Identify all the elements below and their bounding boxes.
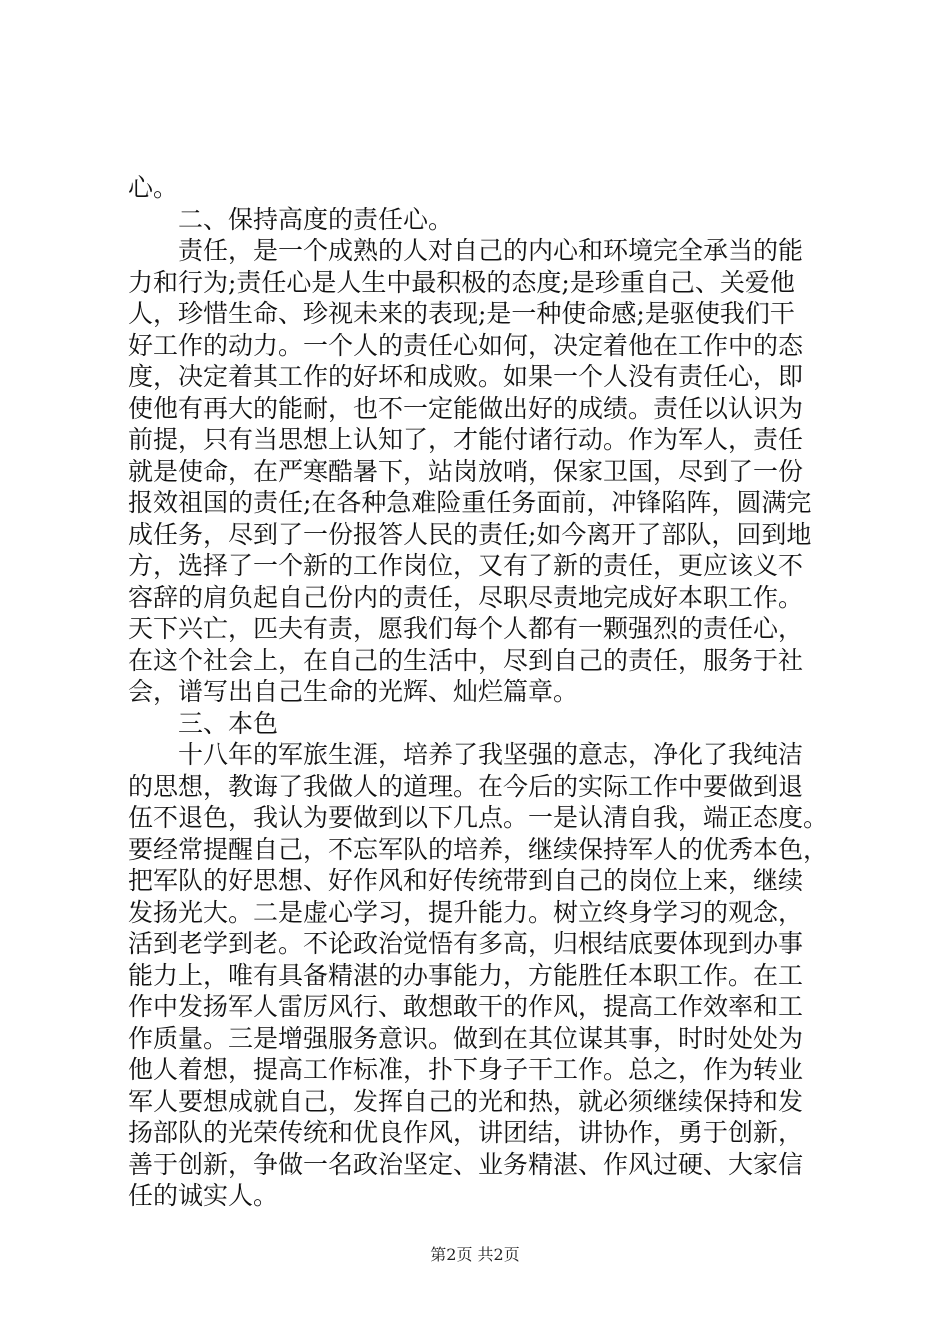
text-line: 在这个社会上，在自己的生活中，尽到自己的责任，服务于社 <box>128 645 804 675</box>
text-line: 责任，是一个成熟的人对自己的内心和环境完全承当的能 <box>178 236 804 265</box>
text-line: 天下兴亡，匹夫有责，愿我们每个人都有一颗强烈的责任心， <box>128 614 804 643</box>
text-line: 活到老学到老。不论政治觉悟有多高，归根结底要体现到办事 <box>128 929 804 958</box>
text-line: 把军队的好思想、好作风和好传统带到自己的岗位上来，继续 <box>128 866 804 895</box>
document-body <box>128 172 848 1212</box>
text-line: 军人要想成就自己，发挥自己的光和热，就必须继续保持和发 <box>128 1086 804 1116</box>
text-line: 就是使命，在严寒酷暑下，站岗放哨，保家卫国，尽到了一份 <box>128 456 804 486</box>
text-line: 力和行为;责任心是人生中最积极的态度;是珍重自己、关爱他 <box>128 267 795 297</box>
text-line: 他人着想，提高工作标准，扑下身子干工作。总之，作为转业 <box>128 1055 804 1084</box>
text-line: 度，决定着其工作的好坏和成败。如果一个人没有责任心，即 <box>128 362 804 391</box>
text-line: 二、保持高度的责任心。 <box>178 204 454 234</box>
text-line: 能力上，唯有具备精湛的办事能力，方能胜任本职工作。在工 <box>128 960 804 990</box>
text-line: 十八年的军旅生涯，培养了我坚强的意志，净化了我纯洁 <box>178 740 804 769</box>
text-line: 任的诚实人。 <box>128 1181 279 1210</box>
text-line: 人，珍惜生命、珍视未来的表现;是一种使命感;是驱使我们干 <box>128 299 795 328</box>
text-line: 成任务，尽到了一份报答人民的责任;如今离开了部队，回到地 <box>128 519 812 549</box>
page-footer: 第2页 共2页 <box>430 1245 520 1264</box>
text-line: 善于创新，争做一名政治坚定、业务精湛、作风过硬、大家信 <box>128 1149 804 1179</box>
text-line: 作中发扬军人雷厉风行、敢想敢干的作风，提高工作效率和工 <box>128 992 804 1021</box>
text-line: 心。 <box>128 173 179 202</box>
text-line: 作质量。三是增强服务意识。做到在其位谋其事，时时处处为 <box>128 1023 804 1053</box>
text-line: 要经常提醒自己，不忘军队的培养，继续保持军人的优秀本色， <box>128 834 829 864</box>
text-line: 扬部队的光荣传统和优良作风，讲团结，讲协作，勇于创新， <box>128 1118 804 1147</box>
text-line: 会，谱写出自己生命的光辉、灿烂篇章。 <box>128 677 579 706</box>
text-line: 的思想，教诲了我做人的道理。在今后的实际工作中要做到退 <box>128 771 804 801</box>
text-line: 发扬光大。二是虚心学习，提升能力。树立终身学习的观念， <box>128 897 804 927</box>
text-line: 容辞的肩负起自己份内的责任，尽职尽责地完成好本职工作。 <box>128 582 804 612</box>
text-line: 报效祖国的责任;在各种急难险重任务面前，冲锋陷阵，圆满完 <box>128 488 812 517</box>
text-line: 使他有再大的能耐，也不一定能做出好的成绩。责任以认识为 <box>128 393 804 423</box>
text-line: 伍不退色，我认为要做到以下几点。一是认清自我，端正态度。 <box>128 803 829 832</box>
text-line: 好工作的动力。一个人的责任心如何，决定着他在工作中的态 <box>128 330 804 360</box>
text-line: 方，选择了一个新的工作岗位，又有了新的责任，更应该义不 <box>128 551 804 580</box>
text-line: 前提，只有当思想上认知了，才能付诸行动。作为军人，责任 <box>128 425 804 454</box>
text-line: 三、本色 <box>178 708 279 738</box>
